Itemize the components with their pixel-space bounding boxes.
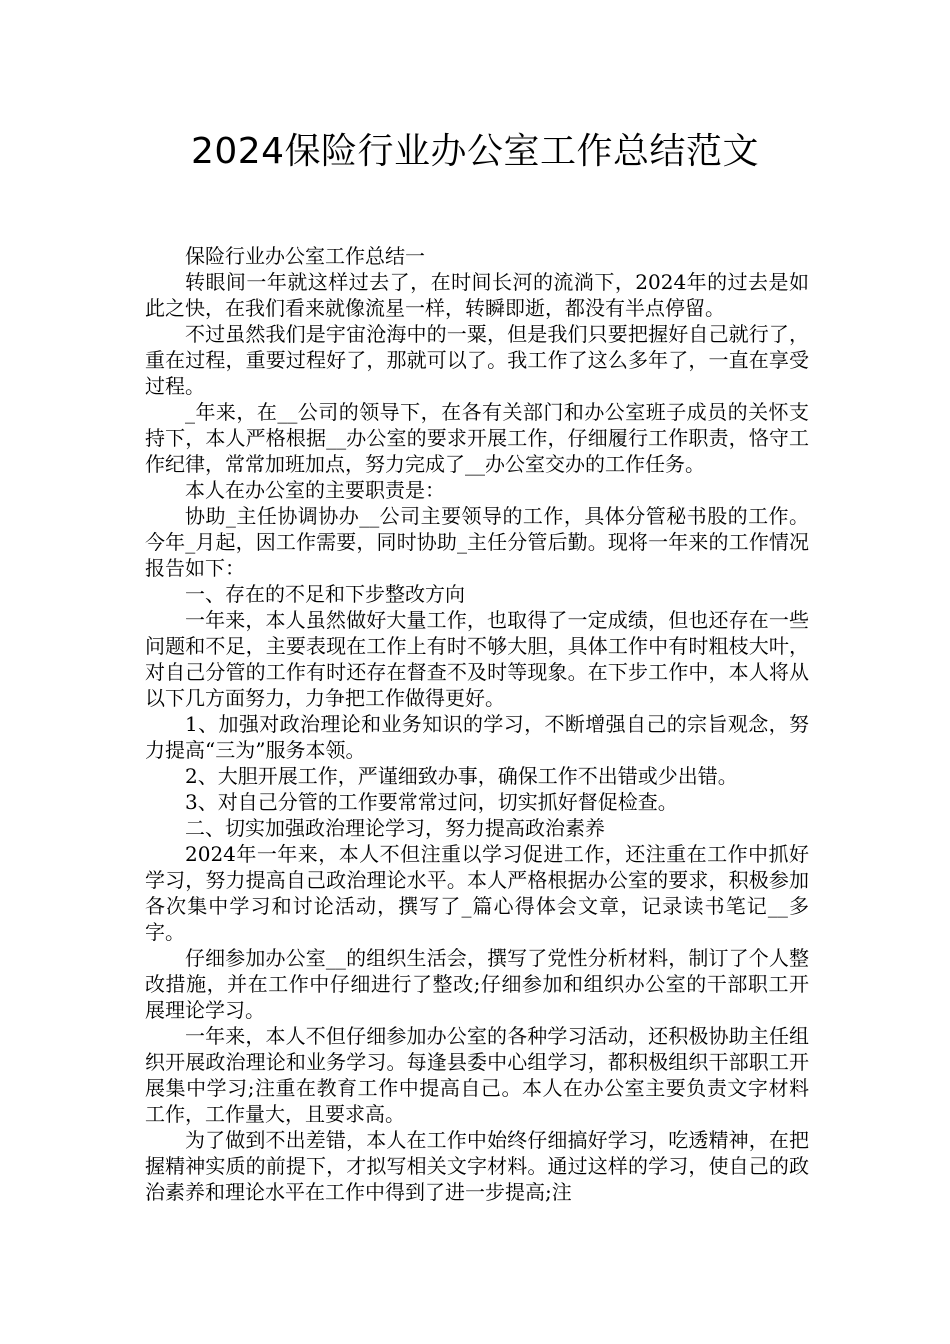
body-paragraph: 转眼间一年就这样过去了，在时间长河的流淌下，2024年的过去是如此之快，在我们看来就像流星一样，转瞬即逝，都没有半点停留。 [145,270,809,320]
body-paragraph: 为了做到不出差错，本人在工作中始终仔细搞好学习，吃透精神，在把握精神实质的前提下，才拟写相关文字材料。通过这样的学习，使自己的政治素养和理论水平在工作中得到了进一步提高;注 [145,1128,809,1204]
body-paragraph: 协助_主任协调协办__公司主要领导的工作，具体分管秘书股的工作。今年_月起，因工作需要，同时协助_主任分管后勤。现将一年来的工作情况报告如下： [145,504,809,580]
body-paragraph: 2024年一年来，本人不但注重以学习促进工作，还注重在工作中抓好学习，努力提高自己政治理论水平。本人严格根据办公室的要求，积极参加各次集中学习和讨论活动，撰写了_篇心得体会文章，记录读书笔记__多字。 [145,842,809,944]
list-item: 3、对自己分管的工作要常常过问，切实抓好督促检查。 [185,790,678,814]
list-item: 1、加强对政治理论和业务知识的学习，不断增强自己的宗旨观念，努力提高“三为”服务本领。 [145,712,809,762]
section-heading: 一、存在的不足和下步整改方向 [185,582,465,606]
body-paragraph: 不过虽然我们是宇宙沧海中的一粟，但是我们只要把握好自己就行了，重在过程，重要过程好了，那就可以了。我工作了这么多年了，一直在享受过程。 [145,322,809,398]
section-heading: 保险行业办公室工作总结一 [185,244,425,268]
document-title: 2024保险行业办公室工作总结范文 [190,131,760,172]
list-item: 2、大胆开展工作，严谨细致办事，确保工作不出错或少出错。 [185,764,738,788]
body-paragraph: 一年来，本人虽然做好大量工作，也取得了一定成绩，但也还存在一些问题和不足，主要表现在工作上有时不够大胆，具体工作中有时粗枝大叶，对自己分管的工作有时还存在督查不及时等现象。在下步工作中，本人将从以下几方面努力，力争把工作做得更好。 [145,608,809,710]
body-paragraph: 仔细参加办公室__的组织生活会，撰写了党性分析材料，制订了个人整改措施，并在工作中仔细进行了整改;仔细参加和组织办公室的干部职工开展理论学习。 [145,946,809,1022]
body-paragraph: 一年来，本人不但仔细参加办公室的各种学习活动，还积极协助主任组织开展政治理论和业务学习。每逢县委中心组学习，都积极组织干部职工开展集中学习;注重在教育工作中提高自己。本人在办公室主要负责文字材料工作，工作量大，且要求高。 [145,1024,809,1126]
section-heading: 二、切实加强政治理论学习，努力提高政治素养 [185,816,605,840]
body-paragraph: 本人在办公室的主要职责是： [185,478,445,502]
body-paragraph: _年来，在__公司的领导下，在各有关部门和办公室班子成员的关怀支持下，本人严格根据__办公室的要求开展工作，仔细履行工作职责，恪守工作纪律，常常加班加点，努力完成了__办公室交办的工作任务。 [145,400,809,476]
document-body [145,243,809,1205]
